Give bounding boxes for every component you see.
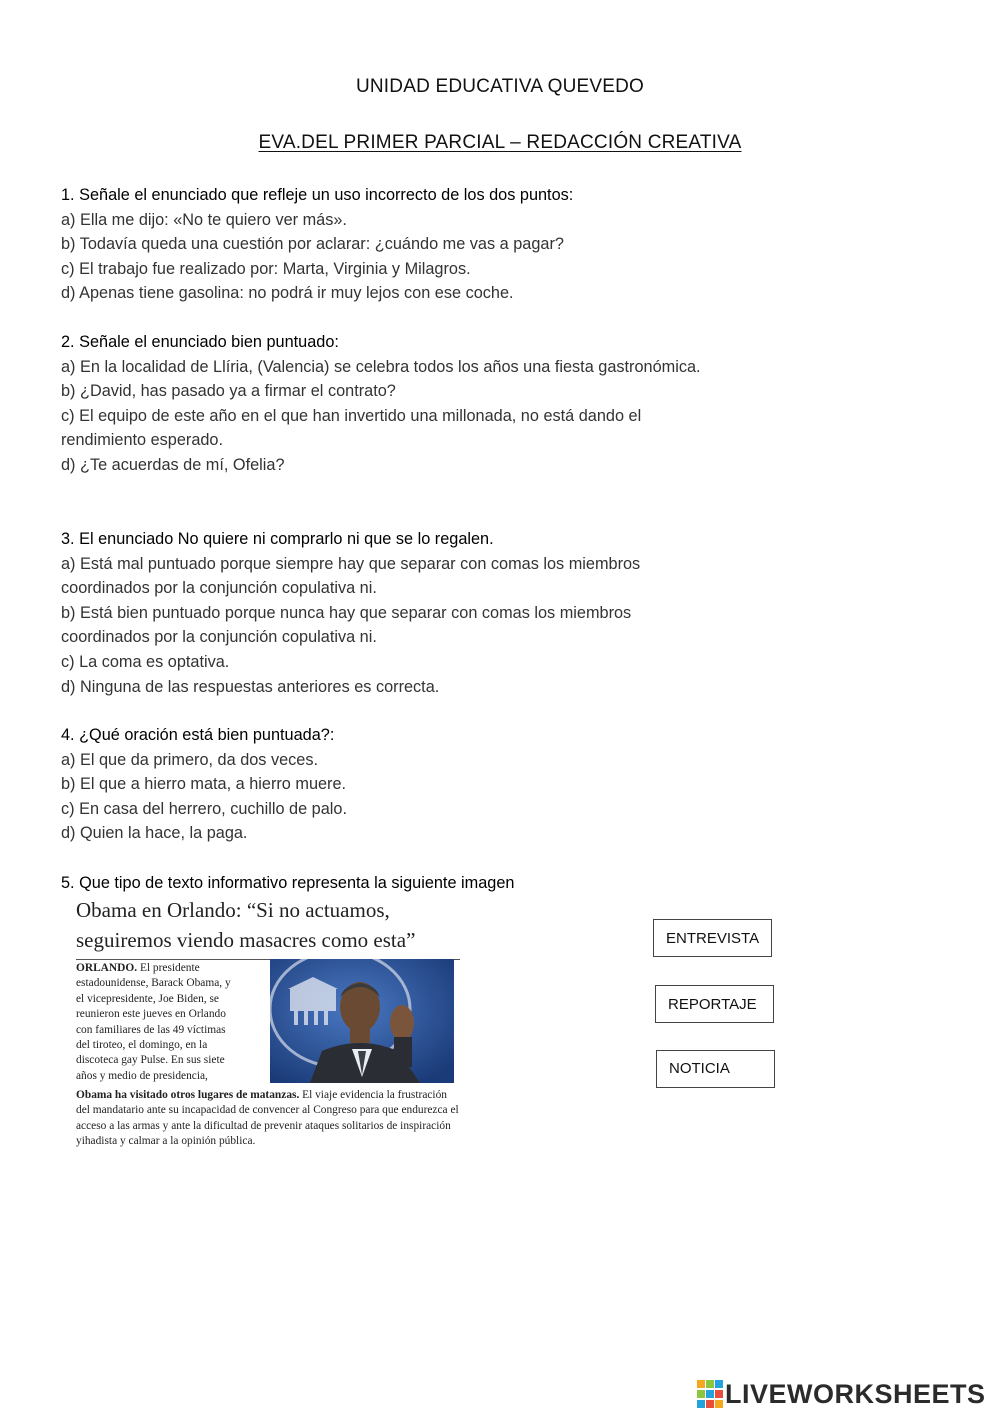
option-d[interactable]: d) Quien la hace, la paga. — [61, 824, 248, 843]
lead-line: el vicepresidente, Joe Biden, se — [76, 992, 219, 1005]
dateline: ORLANDO. — [76, 962, 138, 974]
option-d[interactable]: d) Ninguna de las respuestas anteriores es correcta. — [61, 677, 440, 696]
press-photo — [270, 959, 454, 1083]
body-text: El viaje evidencia la frustración del mandatario ante su incapacidad de convencer al Congreso para que endurezca el acceso a las armas y ante la dificultad de prevenir ataques solitarios de inspiración yihadista y calmar a la opinión pública. — [76, 1089, 459, 1148]
option-b[interactable]: b) Está bien puntuado porque nunca hay que separar con comas los miembros coordinados por la conjunción copulativa ni. — [61, 603, 632, 647]
headline-line-1: Obama en Orlando: “Si no actuamos, — [76, 898, 390, 922]
lead-line: años y medio de presidencia, — [76, 1069, 208, 1082]
question-5 — [61, 871, 741, 896]
option-d[interactable]: d) ¿Te acuerdas de mí, Ofelia? — [61, 455, 285, 474]
option-a[interactable]: a) En la localidad de Llíria, (Valencia) se celebra todos los años una fiesta gastronómica. — [61, 357, 701, 376]
clipping-lead — [76, 961, 262, 1084]
option-d[interactable]: d) Apenas tiene gasolina: no podrá ir muy lejos con ese coche. — [61, 284, 514, 303]
question-prompt: 1. Señale el enunciado que refleje un uso incorrecto de los dos puntos: — [61, 186, 574, 204]
brand-name: LIVEWORKSHEETS — [725, 1378, 986, 1409]
choice-noticia[interactable]: NOTICIA — [656, 1050, 775, 1088]
clipping-headline — [76, 895, 461, 955]
option-a[interactable]: a) Está mal puntuado porque siempre hay que separar con comas los miembros coordinados por la conjunción copulativa ni. — [61, 554, 641, 598]
option-b[interactable]: b) El que a hierro mata, a hierro muere. — [61, 775, 347, 794]
liveworksheets-logo — [697, 1377, 986, 1411]
lead-line: reunieron este jueves en Orlando — [76, 1008, 226, 1021]
exam-title: EVA.DEL PRIMER PARCIAL – REDACCIÓN CREATIVA — [258, 132, 742, 153]
body-bold-sentence: Obama ha visitado otros lugares de matanzas. — [76, 1089, 300, 1101]
option-b[interactable]: b) Todavía queda una cuestión por aclarar: ¿cuándo me vas a pagar? — [61, 235, 564, 254]
question-1 — [61, 183, 741, 306]
option-c[interactable]: c) La coma es optativa. — [61, 652, 230, 671]
choice-reportaje[interactable]: REPORTAJE — [655, 985, 774, 1023]
option-c[interactable]: c) En casa del herrero, cuchillo de palo. — [61, 799, 347, 818]
question-2 — [61, 330, 701, 478]
option-b[interactable]: b) ¿David, has pasado ya a firmar el contrato? — [61, 382, 396, 401]
school-name: UNIDAD EDUCATIVA QUEVEDO — [355, 76, 645, 97]
headline-line-2: seguiremos viendo masacres como esta” — [76, 928, 416, 952]
news-clipping — [76, 895, 461, 1148]
question-3 — [61, 527, 721, 699]
option-c[interactable]: c) El equipo de este año en el que han invertido una millonada, no está dando el rendimiento esperado. — [61, 406, 642, 450]
lead-line: con familiares de las 49 víctimas — [76, 1023, 226, 1036]
option-a[interactable]: a) El que da primero, da dos veces. — [61, 750, 319, 769]
question-prompt: 4. ¿Qué oración está bien puntuada?: — [61, 726, 335, 744]
question-prompt: 5. Que tipo de texto informativo representa la siguiente imagen — [61, 874, 515, 892]
question-4 — [61, 723, 741, 846]
question-prompt: 3. El enunciado No quiere ni comprarlo ni que se lo regalen. — [61, 530, 494, 548]
lead-line: del tiroteo, el domingo, en la — [76, 1039, 208, 1052]
lead-line: estadounidense, Barack Obama, y — [76, 977, 231, 990]
option-c[interactable]: c) El trabajo fue realizado por: Marta, Virginia y Milagros. — [61, 259, 471, 278]
option-a[interactable]: a) Ella me dijo: «No te quiero ver más». — [61, 210, 347, 229]
lead-line: El presidente — [139, 962, 200, 974]
lws-grid-icon — [697, 1380, 723, 1408]
lead-line: discoteca gay Pulse. En sus siete — [76, 1054, 225, 1067]
choice-entrevista[interactable]: ENTREVISTA — [653, 919, 772, 957]
question-prompt: 2. Señale el enunciado bien puntuado: — [61, 333, 339, 351]
clipping-body — [76, 1088, 460, 1150]
